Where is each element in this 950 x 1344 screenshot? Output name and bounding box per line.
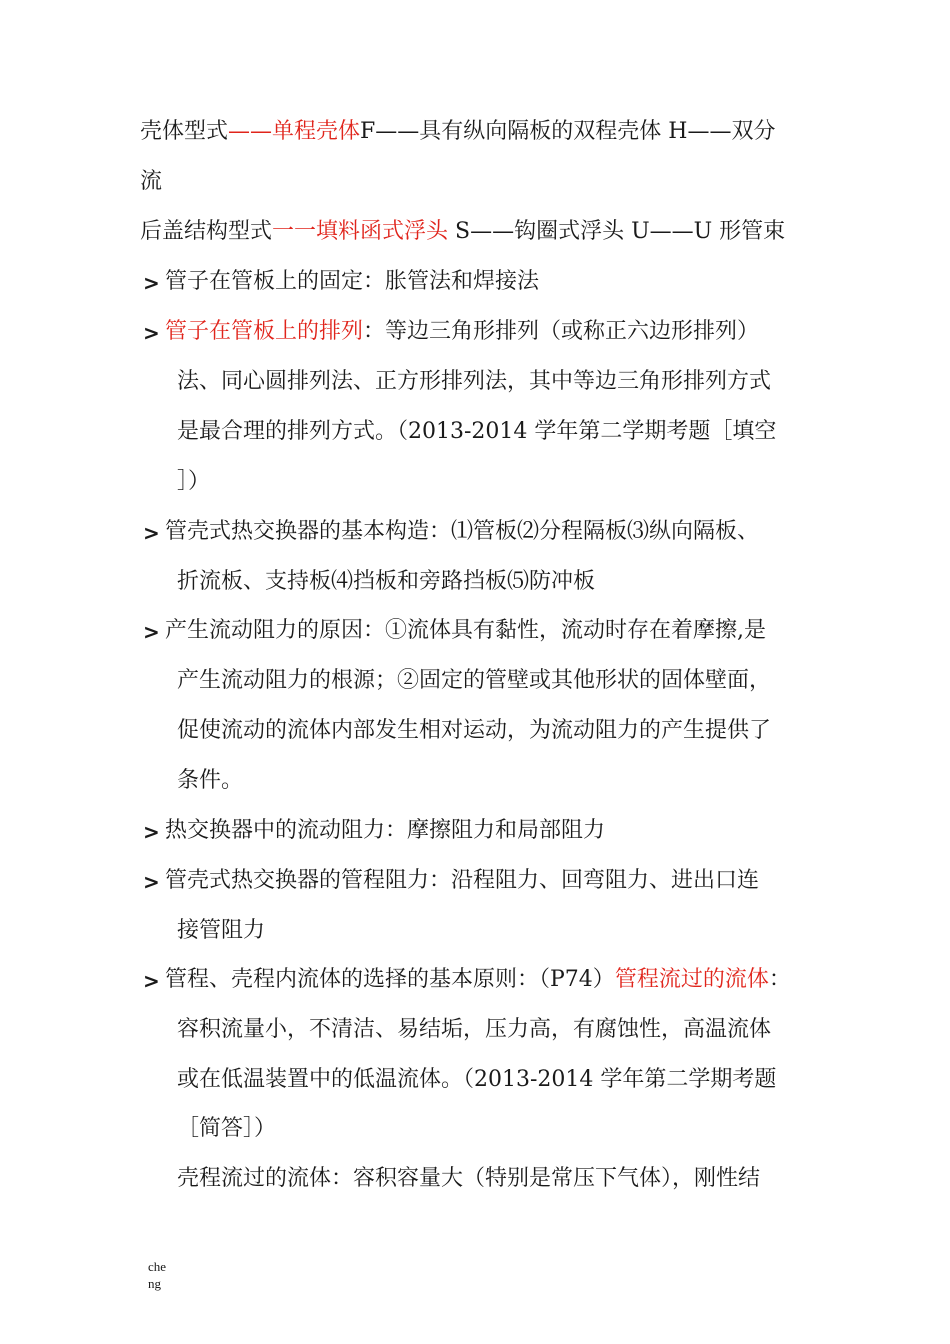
text-line: 壳体型式——单程壳体F——具有纵向隔板的双程壳体 H——双分 bbox=[140, 119, 776, 144]
text-line: 管程、壳程内流体的选择的基本原则：（P74）管程流过的流体： bbox=[165, 967, 791, 992]
bullet-marker: > bbox=[143, 321, 160, 345]
text-line: 管子在管板上的排列：等边三角形排列（或称正六边形排列） bbox=[165, 319, 760, 344]
bullet-marker: > bbox=[143, 820, 160, 844]
text-line: 产生流动阻力的原因：①流体具有黏性，流动时存在着摩擦,是 bbox=[165, 618, 766, 643]
bullet-marker: > bbox=[143, 620, 160, 644]
bullet-marker: > bbox=[143, 521, 160, 545]
footer-line-2: ng bbox=[148, 1276, 161, 1291]
text-line: 热交换器中的流动阻力：摩擦阻力和局部阻力 bbox=[165, 818, 606, 843]
text-line: 促使流动的流体内部发生相对运动，为流动阻力的产生提供了 bbox=[177, 718, 772, 743]
text-line: ］） bbox=[177, 469, 211, 494]
bullet-marker: > bbox=[143, 969, 160, 993]
text-line: 容积流量小，不清洁、易结垢，压力高，有腐蚀性，高温流体 bbox=[177, 1017, 772, 1042]
text-line: ［简答］） bbox=[177, 1116, 277, 1141]
text-line: 条件。 bbox=[177, 768, 244, 793]
text-line: 管子在管板上的固定：胀管法和焊接法 bbox=[165, 269, 540, 294]
text-line: 产生流动阻力的根源；②固定的管壁或其他形状的固体壁面， bbox=[177, 668, 772, 693]
text-line: 流 bbox=[140, 169, 163, 194]
bullet-marker: > bbox=[143, 271, 160, 295]
page-footer bbox=[148, 1258, 166, 1292]
text-line: 管壳式热交换器的基本构造：⑴管板⑵分程隔板⑶纵向隔板、 bbox=[165, 519, 760, 544]
text-line: 壳程流过的流体：容积容量大（特别是常压下气体），刚性结 bbox=[177, 1166, 761, 1191]
text-line: 折流板、支持板⑷挡板和旁路挡板⑸防冲板 bbox=[177, 569, 596, 594]
bullet-marker: > bbox=[143, 870, 160, 894]
text-line: 或在低温装置中的低温流体。（2013-2014 学年第二学期考题 bbox=[177, 1067, 777, 1092]
text-line: 管壳式热交换器的管程阻力：沿程阻力、回弯阻力、进出口连 bbox=[165, 868, 760, 893]
text-line: 是最合理的排列方式。（2013-2014 学年第二学期考题［填空 bbox=[177, 419, 777, 444]
text-line: 接管阻力 bbox=[177, 918, 266, 943]
text-line: 后盖结构型式一一填料函式浮头 S——钩圈式浮头 U——U 形管束 bbox=[140, 219, 786, 244]
text-line: 法、同心圆排列法、正方形排列法，其中等边三角形排列方式 bbox=[177, 369, 772, 394]
footer-line-1: che bbox=[148, 1259, 167, 1274]
